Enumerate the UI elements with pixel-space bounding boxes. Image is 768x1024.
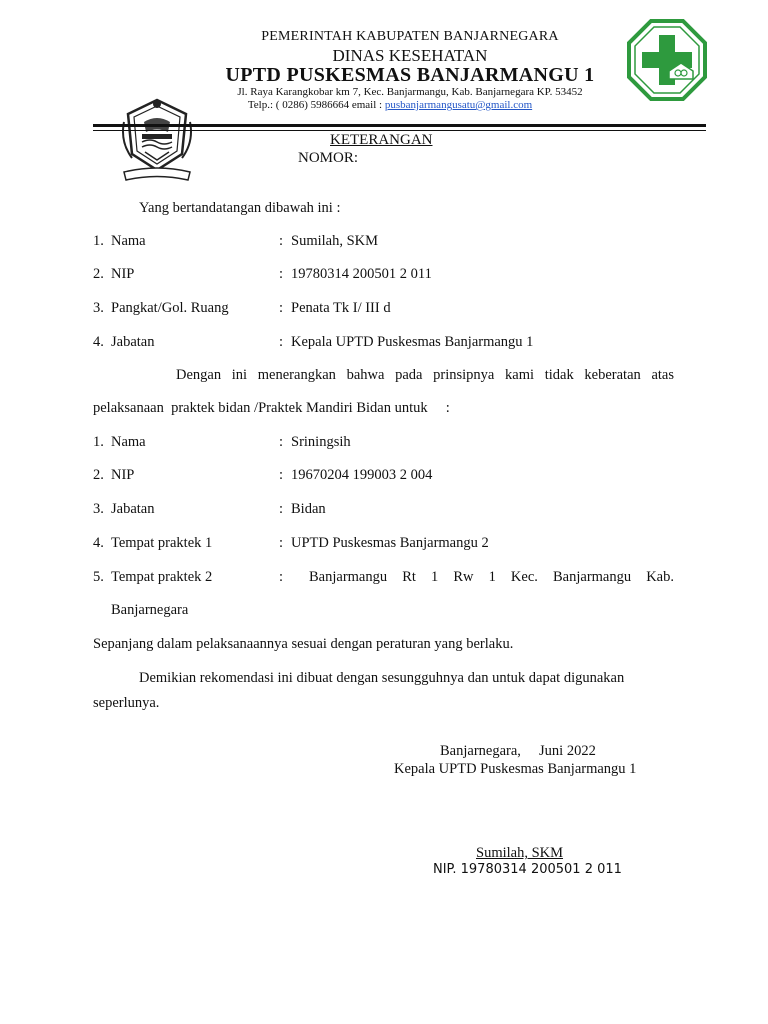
document-title: KETERANGAN bbox=[330, 132, 433, 148]
intro-text: Yang bertandatangan dibawah ini : bbox=[139, 200, 341, 216]
field-colon: : bbox=[279, 434, 284, 450]
statement-line-2: pelaksanaan praktek bidan /Praktek Mandiri Bidan untuk : bbox=[93, 400, 450, 416]
field-colon: : bbox=[279, 300, 284, 316]
signature-place-date: Banjarnegara, Juni 2022 bbox=[440, 743, 596, 759]
list-number: 4. bbox=[93, 334, 104, 350]
field-colon: : bbox=[279, 569, 284, 585]
field-label: Jabatan bbox=[111, 501, 155, 517]
field-colon: : bbox=[279, 501, 284, 517]
field-value-continuation: Banjarnegara bbox=[111, 602, 189, 618]
field-value: Kepala UPTD Puskesmas Banjarmangu 1 bbox=[291, 334, 534, 350]
field-label: Nama bbox=[111, 434, 146, 450]
statement-line-1: Dengan ini menerangkan bahwa pada prinsipnya kami tidak keberatan atas bbox=[176, 367, 674, 383]
field-colon: : bbox=[279, 266, 284, 282]
field-value: Sriningsih bbox=[291, 434, 351, 450]
letterhead-email-link[interactable]: pusbanjarmangusatu@gmail.com bbox=[384, 99, 533, 111]
field-colon: : bbox=[279, 334, 284, 350]
letterhead-agency: DINAS KESEHATAN bbox=[332, 46, 488, 65]
field-colon: : bbox=[279, 233, 284, 249]
list-number: 2. bbox=[93, 467, 104, 483]
letterhead-divider-thin bbox=[93, 130, 706, 131]
letterhead-institution: UPTD PUSKESMAS BANJARMANGU 1 bbox=[225, 64, 595, 86]
letterhead-divider-thick bbox=[93, 124, 706, 127]
field-value: Banjarmangu Rt 1 Rw 1 Kec. Banjarmangu Kab. bbox=[309, 569, 674, 585]
field-colon: : bbox=[279, 535, 284, 551]
closing-line-2: seperlunya. bbox=[93, 695, 160, 711]
field-label: NIP bbox=[111, 467, 135, 483]
list-number: 2. bbox=[93, 266, 104, 282]
field-label: Tempat praktek 2 bbox=[111, 569, 213, 585]
field-value: UPTD Puskesmas Banjarmangu 2 bbox=[291, 535, 489, 551]
field-label: Nama bbox=[111, 233, 146, 249]
field-label: Jabatan bbox=[111, 334, 155, 350]
signature-nip: NIP. 19780314 200501 2 011 bbox=[433, 862, 622, 877]
field-value: Sumilah, SKM bbox=[291, 233, 379, 249]
signature-position: Kepala UPTD Puskesmas Banjarmangu 1 bbox=[394, 761, 637, 777]
field-label: NIP bbox=[111, 266, 135, 282]
list-number: 3. bbox=[93, 300, 104, 316]
field-label: Tempat praktek 1 bbox=[111, 535, 213, 551]
closing-line-1: Demikian rekomendasi ini dibuat dengan sesungguhnya dan untuk dapat digunakan bbox=[139, 670, 625, 686]
list-number: 5. bbox=[93, 569, 104, 585]
field-colon: : bbox=[279, 467, 284, 483]
list-number: 1. bbox=[93, 434, 104, 450]
signature-name: Sumilah, SKM bbox=[476, 845, 564, 861]
field-value: 19780314 200501 2 011 bbox=[291, 266, 432, 282]
list-number: 1. bbox=[93, 233, 104, 249]
list-number: 3. bbox=[93, 501, 104, 517]
condition-text: Sepanjang dalam pelaksanaannya sesuai dengan peraturan yang berlaku. bbox=[93, 636, 514, 652]
field-value: Bidan bbox=[291, 501, 326, 517]
letterhead-phone: Telp.: ( 0286) 5986664 email : bbox=[247, 99, 385, 111]
field-value: Penata Tk I/ III d bbox=[291, 300, 391, 316]
list-number: 4. bbox=[93, 535, 104, 551]
field-label: Pangkat/Gol. Ruang bbox=[111, 300, 229, 316]
letterhead-government: PEMERINTAH KABUPATEN BANJARNEGARA bbox=[261, 29, 559, 44]
letterhead-address: Jl. Raya Karangkobar km 7, Kec. Banjarmangu, Kab. Banjarnegara KP. 53452 bbox=[237, 86, 583, 98]
letterhead-contact bbox=[0, 99, 768, 111]
field-value: 19670204 199003 2 004 bbox=[291, 467, 433, 483]
document-number: NOMOR: bbox=[298, 150, 359, 166]
